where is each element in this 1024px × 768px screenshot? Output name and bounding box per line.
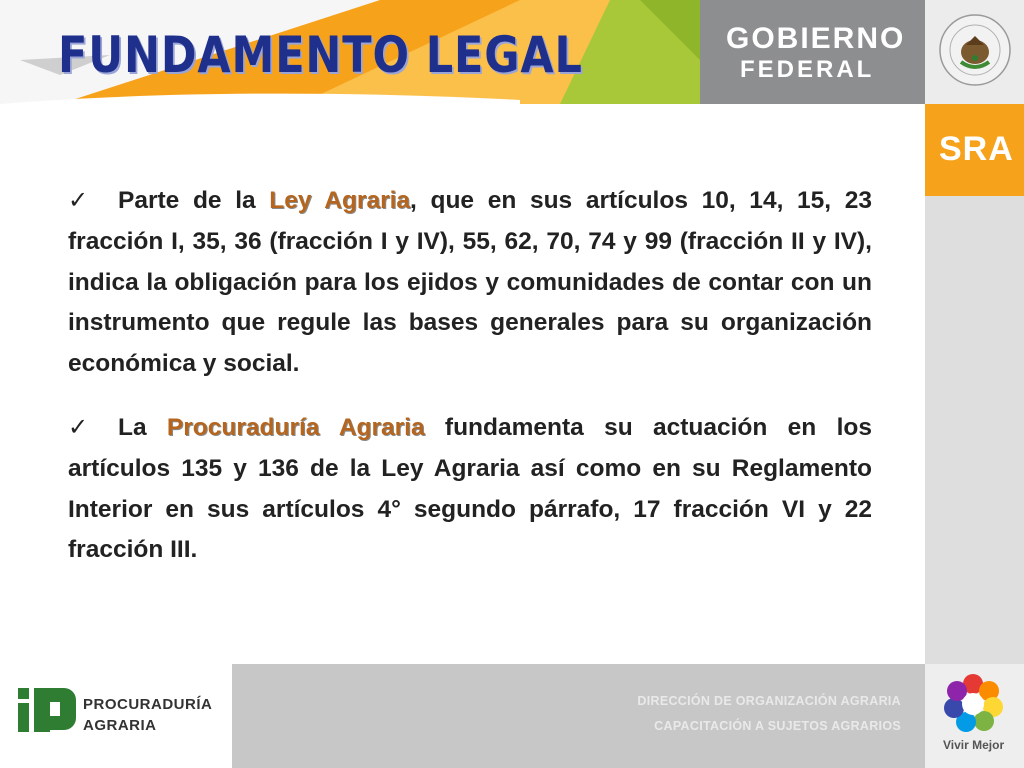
page-title: FUNDAMENTO LEGAL — [58, 26, 583, 84]
highlight-procuraduria-agraria: Procuraduría Agraria — [166, 413, 425, 441]
highlight-ley-agraria: Ley Agraria — [269, 187, 411, 214]
agraria-label: AGRARIA — [83, 717, 157, 734]
header-banner — [0, 0, 925, 104]
procuraduria-label: PROCURADURÍA — [83, 696, 213, 713]
footer-capacitacion-text: CAPACITACIÓN A SUJETOS AGRARIOS — [654, 719, 901, 733]
main-content — [68, 180, 872, 593]
seal-container — [925, 0, 1024, 104]
paragraph-2-post: fundamenta su actuación en los artículos 135 y 136 de la Ley Agraria así como en su Reglamento Interior en sus artículos 4° segundo párrafo, 17 fracción VI y 22 fracción III. — [68, 413, 872, 564]
paragraph-ley-agraria — [68, 180, 872, 385]
checkmark-icon: ✓ — [68, 412, 89, 441]
paragraph-procuraduria — [68, 407, 872, 571]
vivir-mejor-logo — [925, 664, 1024, 768]
footer-direccion-text: DIRECCIÓN DE ORGANIZACIÓN AGRARIA — [637, 694, 901, 708]
vivir-mejor-flower-icon — [939, 670, 1007, 736]
procuraduria-logo — [0, 664, 232, 768]
sra-badge — [925, 104, 1024, 196]
paragraph-2-pre: La — [118, 413, 167, 441]
vivir-mejor-label: Vivir Mejor — [943, 738, 1005, 752]
sra-label: SRA — [939, 130, 1014, 168]
gobierno-label: GOBIERNO — [726, 22, 906, 55]
footer-band — [232, 664, 925, 768]
paragraph-1-post: , que en sus artículos 10, 14, 15, 23 fracción I, 35, 36 (fracción I y IV), 55, 62, 70, 74 y 99 (fracción II y IV), indica la obligación para los ejidos y comunidades de contar con un instrumento que regule las bases generales para su organización económica y social. — [68, 187, 872, 378]
mexican-seal-icon — [938, 12, 1012, 88]
paragraph-1-pre: Parte de la — [118, 187, 270, 214]
checkmark-icon: ✓ — [68, 186, 89, 214]
gobierno-federal-logo — [700, 0, 925, 104]
right-sidebar — [925, 0, 1024, 768]
procuraduria-logo-text — [83, 694, 212, 736]
procuraduria-agraria-icon — [18, 688, 76, 732]
federal-label: FEDERAL — [740, 56, 875, 83]
